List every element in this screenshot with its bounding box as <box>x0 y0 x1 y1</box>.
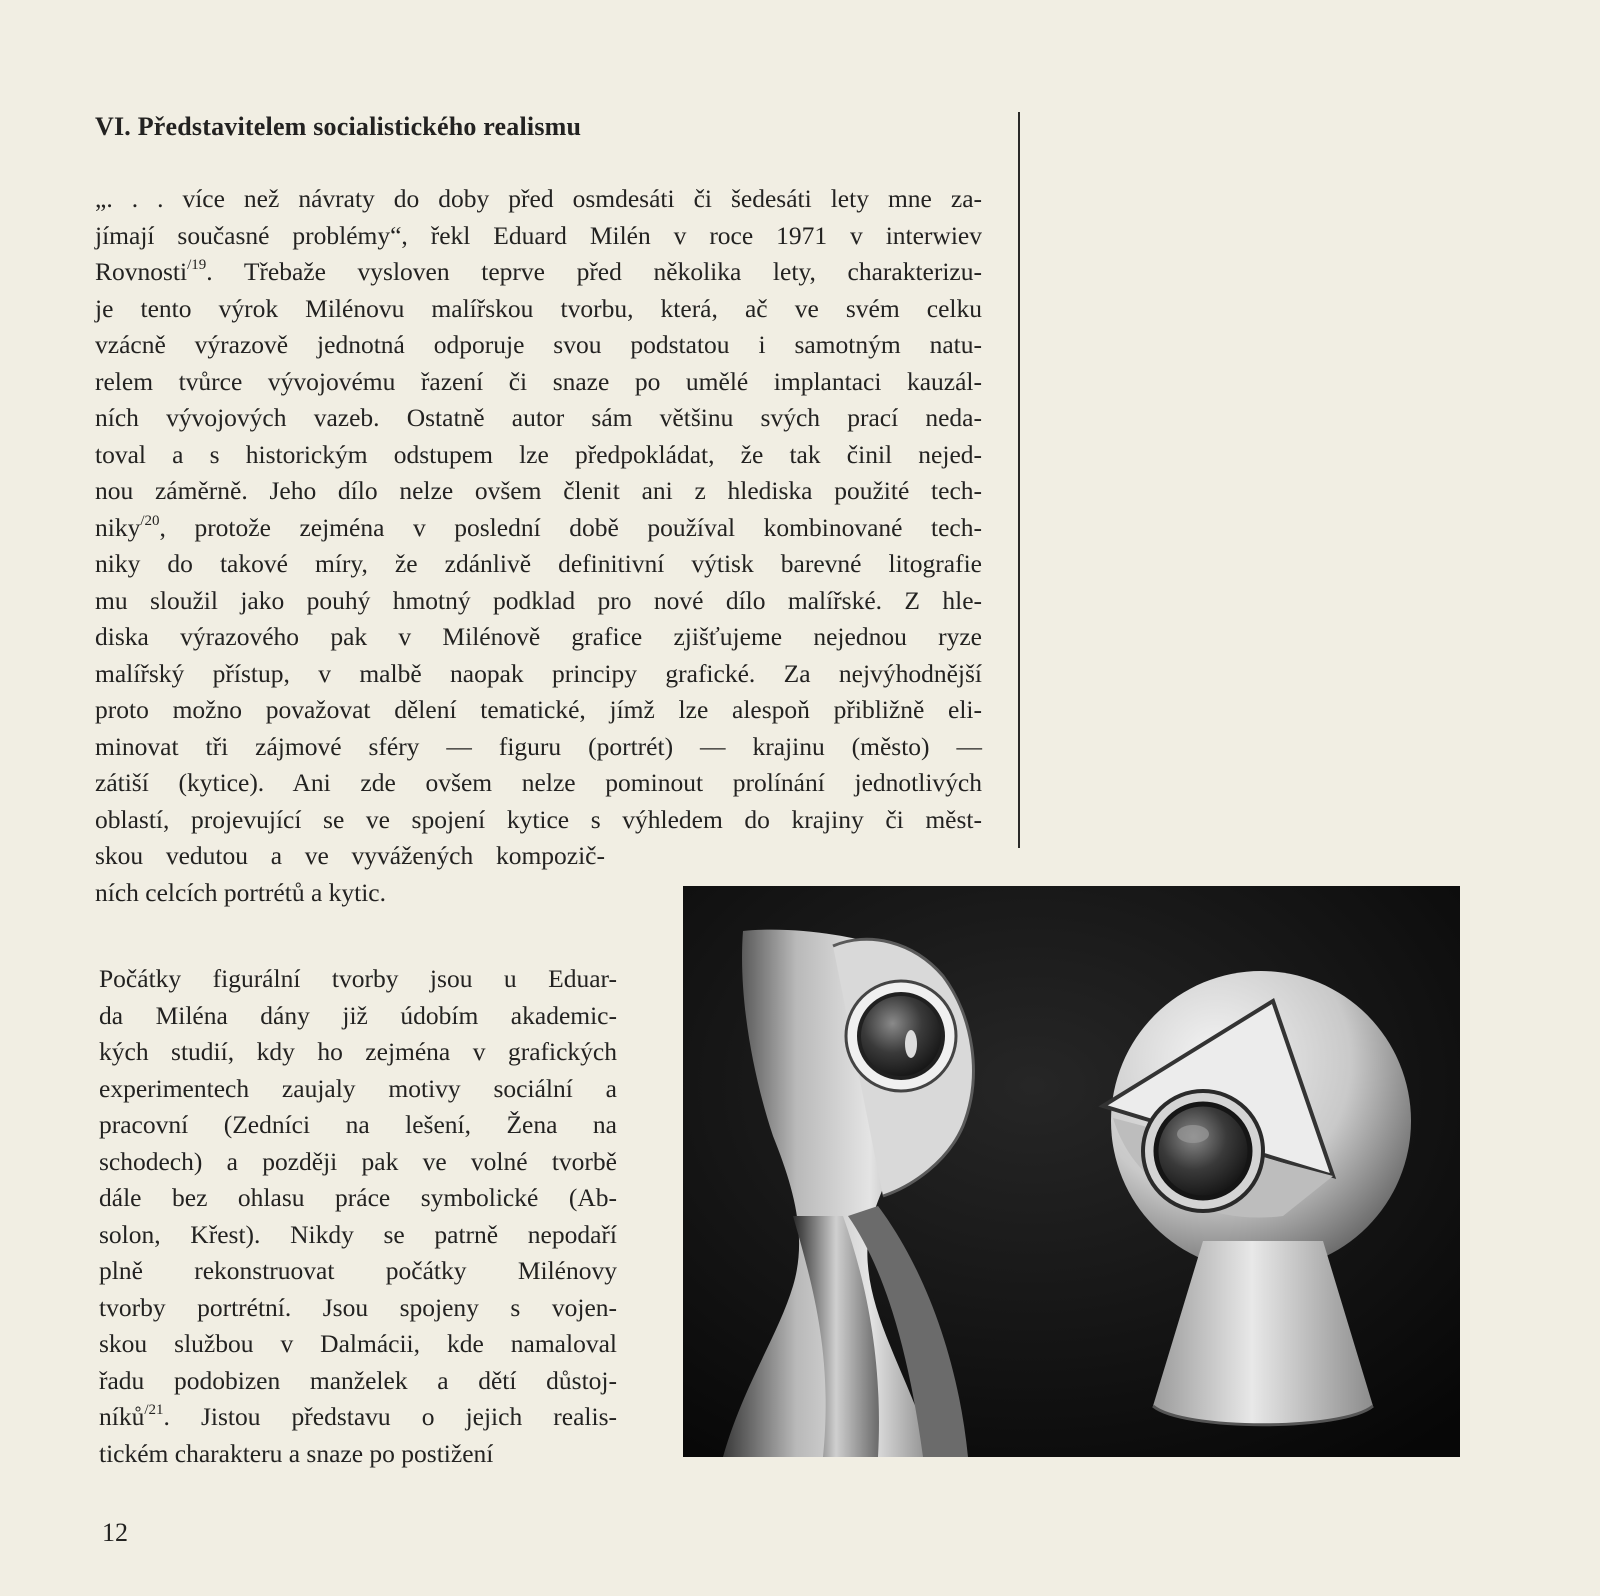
paragraph-2 <box>99 961 617 1472</box>
text-line: toval a s historickým odstupem lze předpokládat, že tak činil nejed- <box>95 439 982 469</box>
artwork-photo <box>683 886 1460 1457</box>
line-end: . Třebaže vysloven teprve před několika lety, charakterizu- <box>206 257 982 286</box>
text-line <box>95 510 982 547</box>
text-line: jímají současné problémy“, řekl Eduard Milén v roce 1971 v interwiev <box>95 220 982 250</box>
text-line: da Miléna dány již údobím akademic- <box>99 1000 617 1030</box>
text-line: diska výrazového pak v Milénově grafice zjišťujeme nejednou ryze <box>95 622 982 651</box>
text-line: je tento výrok Milénovu malířskou tvorbu, která, ač ve svém celku <box>95 293 982 323</box>
text-line: vzácně výrazově jednotná odporuje svou podstatou i samotným natu- <box>95 330 982 359</box>
section-heading: VI. Představitelem socialistického realismu <box>95 112 582 141</box>
surrealist-sculpture-illustration <box>683 886 1460 1457</box>
footnote-ref-19: /19 <box>187 257 207 273</box>
text-line: dále bez ohlasu práce symbolické (Ab- <box>99 1183 617 1212</box>
text-line: „. . . více než návraty do doby před osmdesáti či šedesáti lety mne za- <box>95 184 982 213</box>
text-line: minovat tři zájmové sféry — figuru (portrét) — krajinu (město) — <box>95 731 982 761</box>
text-line: proto možno považovat dělení tematické, jímž lze alespoň přibližně eli- <box>95 695 982 724</box>
text-line: mu sloužil jako pouhý hmotný podklad pro nové dílo malířské. Z hle- <box>95 585 982 615</box>
footnote-ref-21: /21 <box>144 1402 164 1418</box>
column-divider <box>1018 112 1020 848</box>
text-line: skou vedutou a ve vyvážených kompozič- <box>95 841 605 870</box>
text-line: schodech) a později pak ve volné tvorbě <box>99 1146 617 1176</box>
text-line: relem tvůrce vývojovému řazení či snaze po umělé implantaci kauzál- <box>95 366 982 396</box>
text-line: ních celcích portrétů a kytic. <box>95 877 386 907</box>
footnote-ref-20: /20 <box>140 512 160 529</box>
text-line: plně rekonstruovat počátky Milénovy <box>99 1256 617 1285</box>
text-line <box>99 1399 617 1436</box>
text-line: řadu podobizen manželek a dětí důstoj- <box>99 1365 617 1395</box>
line-end: . Jistou představu o jejich realis- <box>163 1402 617 1431</box>
text-line: niky do takové míry, že zdánlivě definitivní výtisk barevné litografie <box>95 549 982 578</box>
line-start: níků <box>99 1402 145 1431</box>
text-line: malířský přístup, v malbě naopak principy grafické. Za nejvýhodnější <box>95 658 982 688</box>
paragraph-1 <box>95 181 982 911</box>
text-line: tvorby portrétní. Jsou spojeny s vojen- <box>99 1292 617 1322</box>
text-line: Počátky figurální tvorby jsou u Eduar- <box>99 964 617 993</box>
text-line: tickém charakteru a snaze po postižení <box>99 1438 494 1468</box>
text-line: kých studií, kdy ho zejména v grafických <box>99 1037 617 1066</box>
line-start: Rovnosti <box>95 257 188 286</box>
line-start: niky <box>95 512 141 542</box>
text-line <box>95 254 982 291</box>
text-line: zátiší (kytice). Ani zde ovšem nelze pominout prolínání jednotlivých <box>95 768 982 797</box>
text-line: oblastí, projevující se ve spojení kytice s výhledem do krajiny či měst- <box>95 804 982 834</box>
text-line: nou záměrně. Jeho dílo nelze ovšem členit ani z hlediska použité tech- <box>95 476 982 505</box>
text-line: pracovní (Zedníci na lešení, Žena na <box>99 1110 617 1139</box>
text-line: skou službou v Dalmácii, kde namaloval <box>99 1329 617 1358</box>
text-line: ních vývojových vazeb. Ostatně autor sám většinu svých prací neda- <box>95 403 982 432</box>
text-line: experimentech zaujaly motivy sociální a <box>99 1073 617 1103</box>
text-line: solon, Křest). Nikdy se patrně nepodaří <box>99 1219 617 1249</box>
page-number: 12 <box>102 1518 128 1547</box>
line-end: , protože zejména v poslední době používal kombinované tech- <box>159 512 982 542</box>
